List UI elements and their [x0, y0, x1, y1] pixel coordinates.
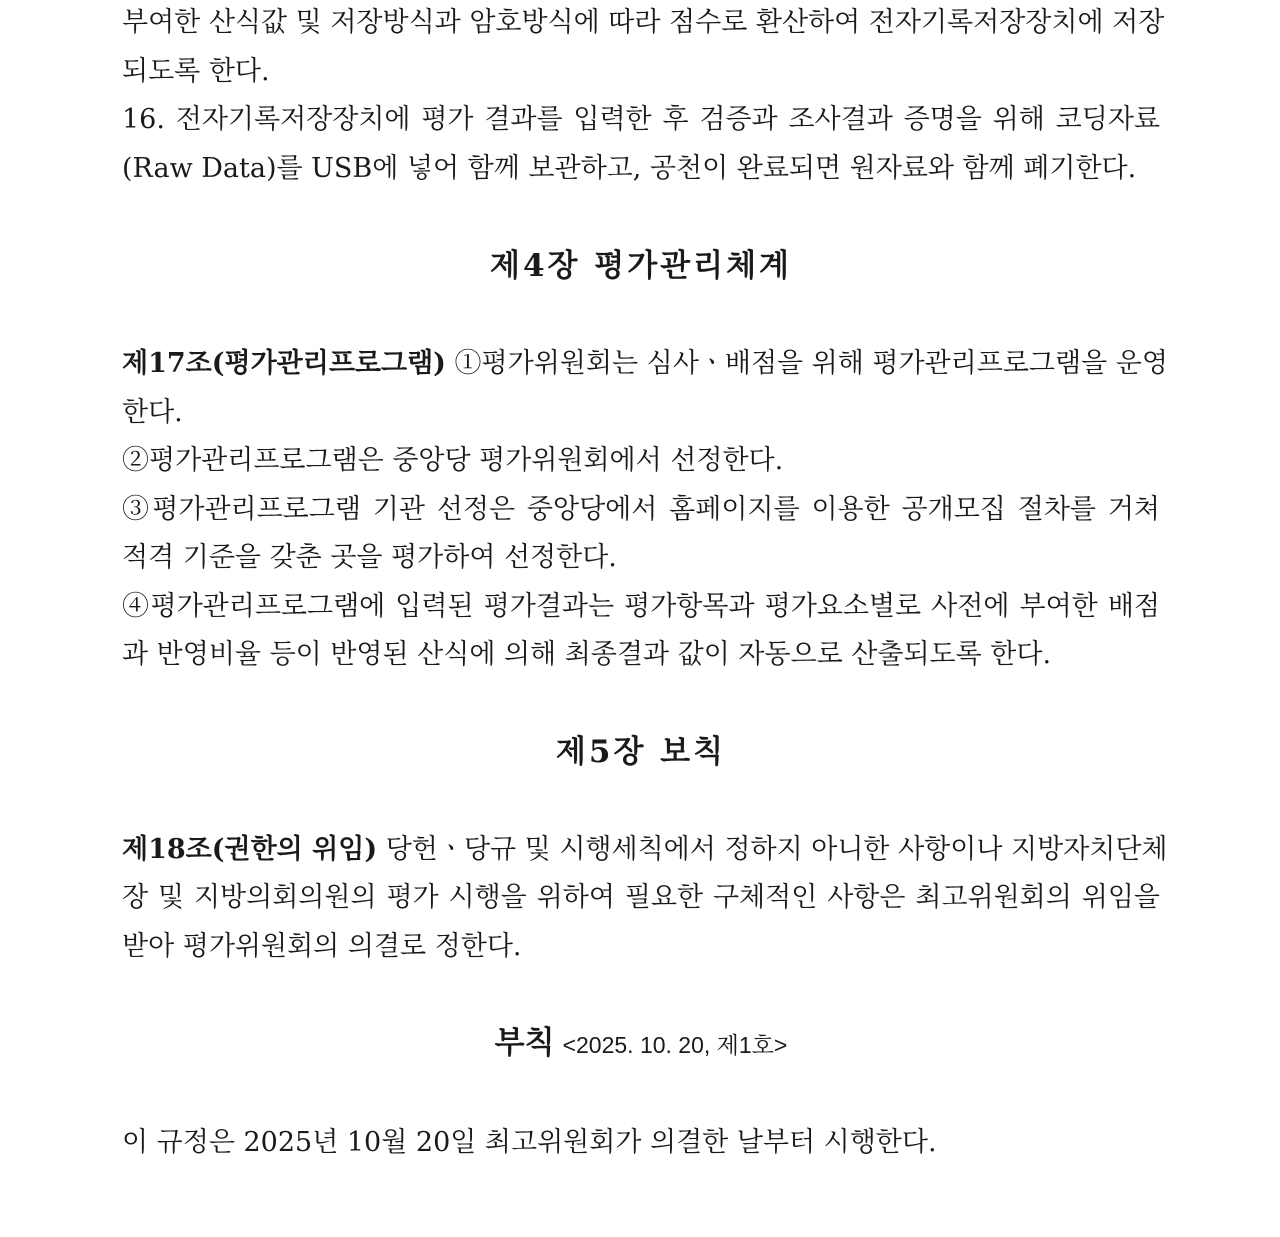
intro-line-1: 부여한 산식값 및 저장방식과 암호방식에 따라 점수로 환산하여 전자기록저장장치에 저장: [122, 7, 1165, 38]
article-18-line-3: 받아 평가위원회의 의결로 정한다.: [122, 930, 522, 962]
article-17-line-1: [122, 340, 1168, 389]
article-18-title: 제18조(권한의 위임): [122, 833, 378, 865]
item-16-line-1: 16. 전자기록저장장치에 평가 결과를 입력한 후 검증과 조사결과 증명을 위해 코딩자료: [122, 104, 1160, 135]
article-17-line-2: 한다.: [122, 396, 183, 428]
supplementary-text: 이 규정은 2025년 10월 20일 최고위원회가 의결한 날부터 시행한다.: [122, 1127, 937, 1158]
article-17-clause-4-line-1: ④평가관리프로그램에 입력된 평가결과는 평가항목과 평가요소별로 사전에 부여한 배점: [122, 590, 1160, 622]
article-17-title: 제17조(평가관리프로그램): [122, 348, 446, 379]
supplementary-heading: [122, 1019, 1160, 1067]
article-17-clause-2: ②평가관리프로그램은 중앙당 평가위원회에서 선정한다.: [122, 445, 784, 476]
article-18-line-2: 장 및 지방의회의원의 평가 시행을 위하여 필요한 구체적인 사항은 최고위원회의 위임을: [122, 882, 1160, 913]
article-17-clause-4-line-2: 과 반영비율 등이 반영된 산식에 의해 최종결과 값이 자동으로 산출되도록 한다.: [122, 639, 1052, 670]
article-18-text-start: 당헌ㆍ당규 및 시행세칙에서 정하지 아니한 사항이나 지방자치단체: [377, 833, 1168, 865]
intro-line-2: 되도록 한다.: [122, 55, 270, 87]
supplementary-title: 부칙: [494, 1025, 555, 1060]
article-18-line-1: [122, 826, 1168, 875]
item-16-line-2: (Raw Data)를 USB에 넣어 함께 보관하고, 공천이 완료되면 원자료와 함께 폐기한다.: [122, 152, 1137, 184]
document-page: [122, 0, 1168, 1168]
supplementary-note: <2025. 10. 20, 제1호>: [562, 1032, 788, 1058]
article-17-clause-3-line-2: 적격 기준을 갖춘 곳을 평가하여 선정한다.: [122, 542, 617, 573]
chapter-4-heading: 제4장 평가관리체계: [490, 248, 792, 284]
article-17-clause-3-line-1: ③평가관리프로그램 기관 선정은 중앙당에서 홈페이지를 이용한 공개모집 절차를 거쳐: [122, 493, 1160, 525]
article-17-clause-1: ①평가위원회는 심사ㆍ배점을 위해 평가관리프로그램을 운영: [445, 348, 1168, 379]
chapter-5-heading: 제5장 보칙: [555, 733, 727, 770]
